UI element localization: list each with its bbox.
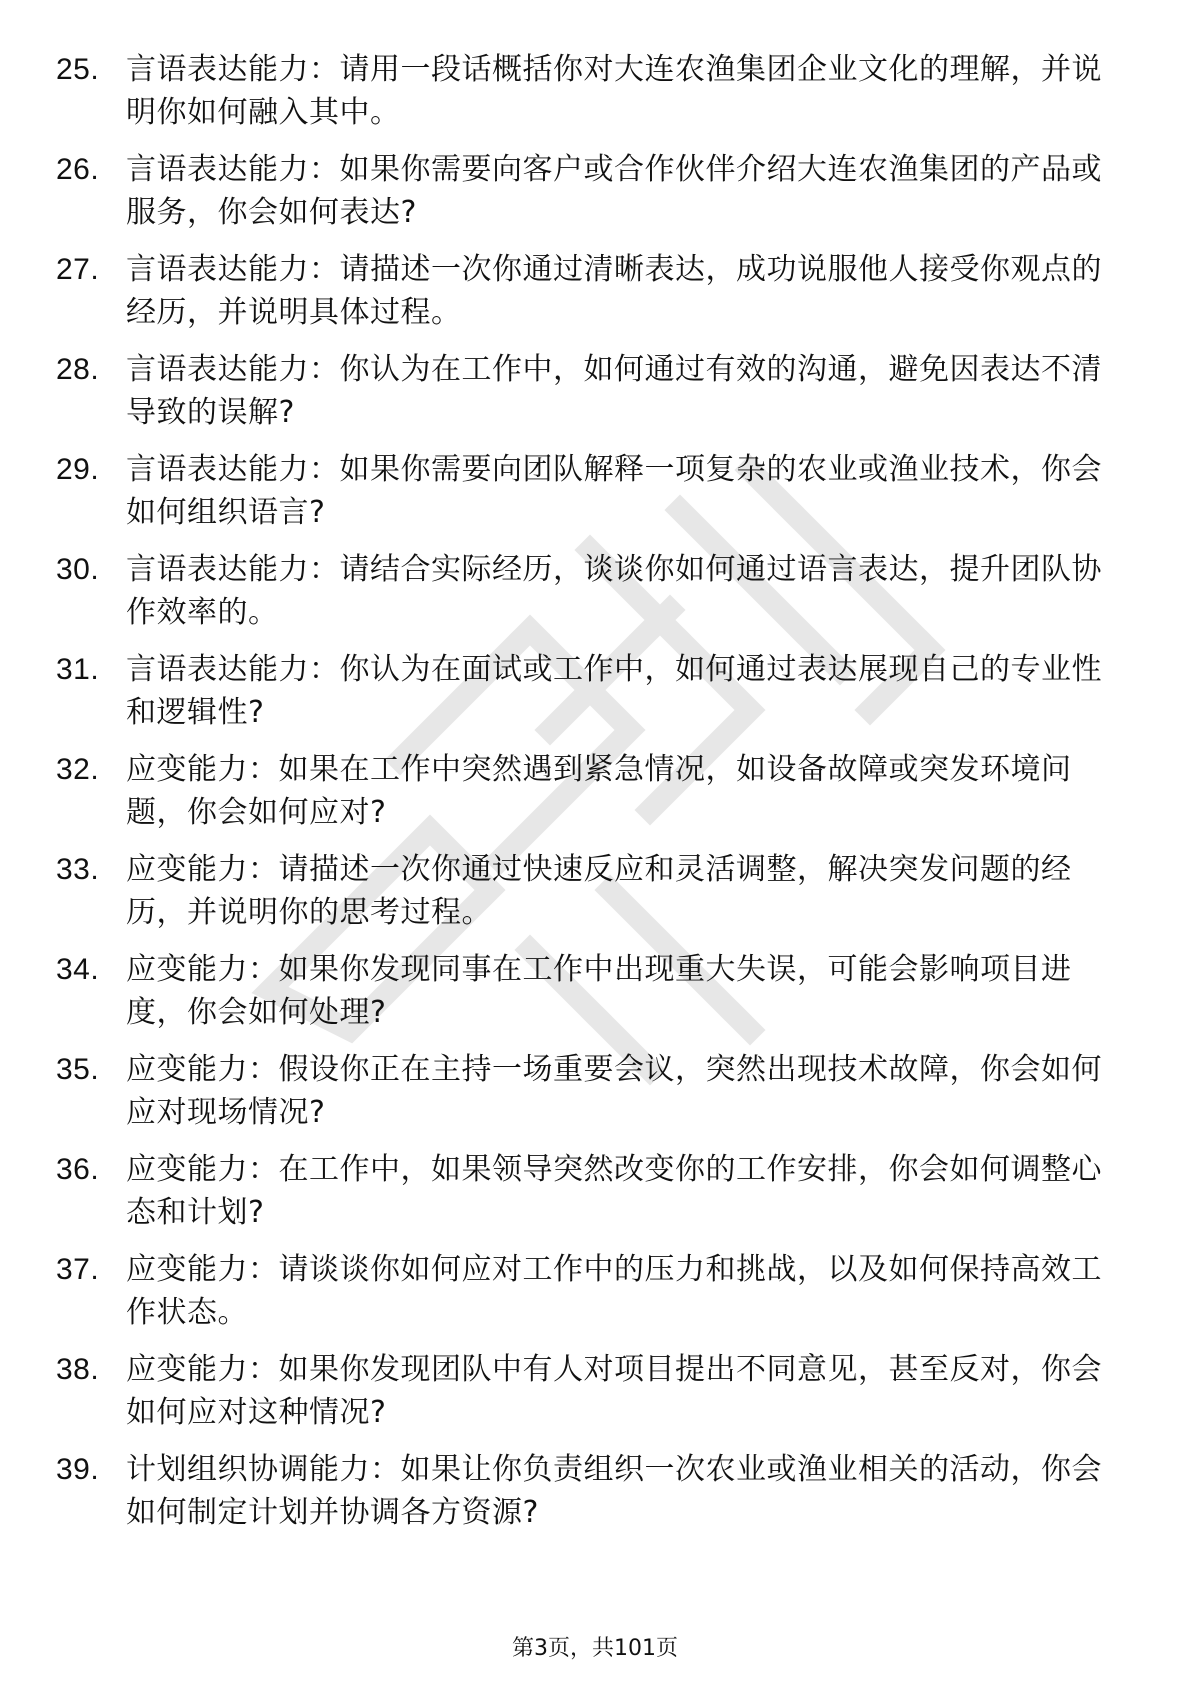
question-number: 38.: [56, 1353, 100, 1386]
question-item: [56, 848, 1116, 934]
question-number: 31.: [56, 653, 100, 686]
question-item: [56, 948, 1116, 1034]
question-number: 39.: [56, 1453, 100, 1486]
question-number: 26.: [56, 153, 100, 186]
question-text: 应变能力：如果你发现同事在工作中出现重大失误，可能会影响项目进度，你会如何处理?: [126, 952, 1072, 1030]
question-text: 应变能力：在工作中，如果领导突然改变你的工作安排，你会如何调整心态和计划?: [126, 1152, 1102, 1230]
question-text: 应变能力：如果在工作中突然遇到紧急情况，如设备故障或突发环境问题，你会如何应对?: [126, 752, 1072, 830]
question-item: [56, 648, 1116, 734]
question-item: [56, 1248, 1116, 1334]
question-number: 35.: [56, 1053, 100, 1086]
question-number: 30.: [56, 553, 100, 586]
question-text: 计划组织协调能力：如果让你负责组织一次农业或渔业相关的活动，你会如何制定计划并协调各方资源?: [126, 1452, 1102, 1530]
question-text: 应变能力：请谈谈你如何应对工作中的压力和挑战，以及如何保持高效工作状态。: [126, 1252, 1102, 1330]
page-footer: 第3页，共101页: [512, 1636, 678, 1661]
question-number: 28.: [56, 353, 100, 386]
question-text: 应变能力：如果你发现团队中有人对项目提出不同意见，甚至反对，你会如何应对这种情况?: [126, 1352, 1102, 1430]
question-number: 27.: [56, 253, 100, 286]
question-text: 言语表达能力：你认为在面试或工作中，如何通过表达展现自己的专业性和逻辑性?: [126, 652, 1102, 730]
question-item: [56, 1148, 1116, 1234]
question-text: 言语表达能力：请描述一次你通过清晰表达，成功说服他人接受你观点的经历，并说明具体过程。: [126, 252, 1102, 330]
question-number: 36.: [56, 1153, 100, 1186]
question-item: [56, 148, 1116, 234]
question-item: [56, 248, 1116, 334]
question-list: [56, 48, 1116, 1548]
question-number: 33.: [56, 853, 100, 886]
question-item: [56, 748, 1116, 834]
question-number: 34.: [56, 953, 100, 986]
question-item: [56, 1048, 1116, 1134]
question-number: 32.: [56, 753, 100, 786]
question-text: 言语表达能力：你认为在工作中，如何通过有效的沟通，避免因表达不清导致的误解?: [126, 352, 1102, 430]
question-item: [56, 548, 1116, 634]
question-text: 言语表达能力：请用一段话概括你对大连农渔集团企业文化的理解，并说明你如何融入其中。: [126, 52, 1102, 130]
question-number: 25.: [56, 53, 100, 86]
question-text: 应变能力：假设你正在主持一场重要会议，突然出现技术故障，你会如何应对现场情况?: [126, 1052, 1102, 1130]
question-text: 应变能力：请描述一次你通过快速反应和灵活调整，解决突发问题的经历，并说明你的思考过程。: [126, 852, 1072, 930]
question-item: [56, 448, 1116, 534]
question-item: [56, 1448, 1116, 1534]
question-number: 29.: [56, 453, 100, 486]
question-text: 言语表达能力：请结合实际经历，谈谈你如何通过语言表达，提升团队协作效率的。: [126, 552, 1102, 630]
question-item: [56, 1348, 1116, 1434]
question-number: 37.: [56, 1253, 100, 1286]
question-text: 言语表达能力：如果你需要向客户或合作伙伴介绍大连农渔集团的产品或服务，你会如何表达?: [126, 152, 1102, 230]
question-item: [56, 48, 1116, 134]
question-item: [56, 348, 1116, 434]
question-text: 言语表达能力：如果你需要向团队解释一项复杂的农业或渔业技术，你会如何组织语言?: [126, 452, 1102, 530]
